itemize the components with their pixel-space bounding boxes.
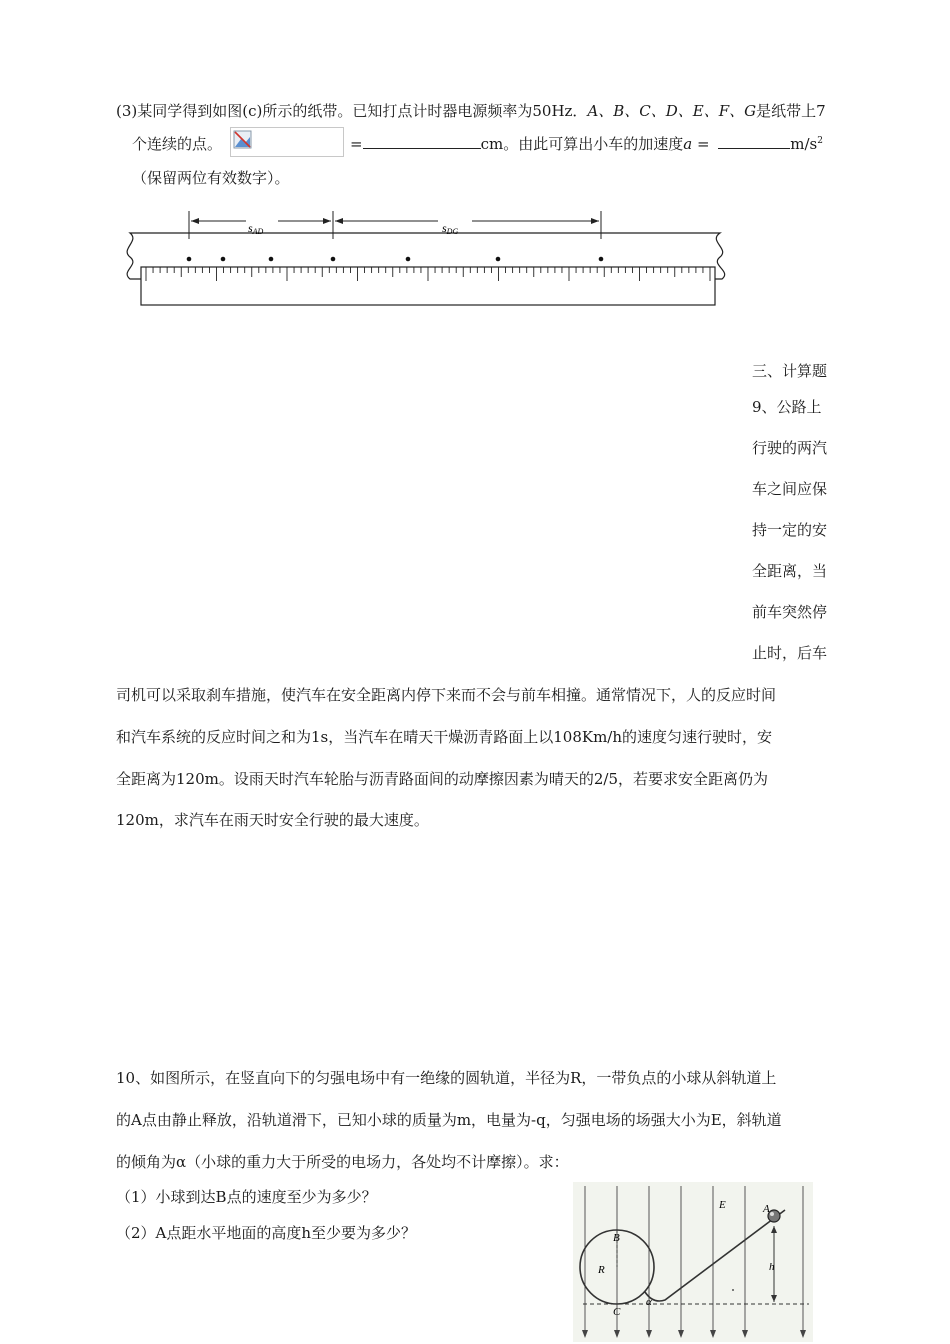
figure-c-tape-ruler bbox=[118, 205, 758, 315]
field-arrowhead bbox=[710, 1330, 716, 1338]
answer-blank-acceleration[interactable] bbox=[718, 148, 790, 149]
field-arrowhead bbox=[742, 1330, 748, 1338]
q9-line-3: 全距离为120m。设雨天时汽车轮胎与沥青路面间的动摩擦因素为晴天的2/5，若要求安全距离仍为 bbox=[116, 770, 768, 788]
label-a: A bbox=[763, 1203, 770, 1215]
q10-sub-1: （1）小球到达B点的速度至少为多少？ bbox=[116, 1188, 377, 1206]
label-c: C bbox=[613, 1306, 621, 1318]
tape-point-c bbox=[269, 257, 274, 262]
label-s-dg: sDG bbox=[442, 221, 459, 236]
q9-side-line-5: 全距离，当 bbox=[752, 562, 828, 580]
q3-points: A、B、C、D、E、F、G bbox=[587, 102, 757, 120]
q10-line-2: 的A点由静止释放，沿轨道滑下，已知小球的质量为m，电量为-q，匀强电场的场强大小为E，斜轨道 bbox=[116, 1111, 782, 1129]
q9-side-line-1: 9、公路上 bbox=[752, 398, 822, 416]
tape-point-g bbox=[599, 257, 604, 262]
label-alpha: α bbox=[646, 1296, 652, 1308]
label-s-ad: sAD bbox=[248, 221, 264, 236]
incline-track bbox=[645, 1210, 785, 1301]
q9-line-2: 和汽车系统的反应时间之和为1s，当汽车在晴天干燥沥青路面上以108Km/h的速度匀速行驶时，安 bbox=[116, 728, 773, 746]
q9-line-1: 司机可以采取刹车措施，使汽车在安全距离内停下来而不会与前车相撞。通常情况下，人的反应时间 bbox=[116, 686, 777, 704]
q3-line1 bbox=[116, 100, 826, 121]
q3-accel-eq: = bbox=[692, 135, 715, 153]
q10-line-1: 10、如图所示，在竖直向下的匀强电场中有一绝缘的圆轨道，半径为R，一带负点的小球从斜轨道上 bbox=[116, 1069, 777, 1087]
field-arrowhead bbox=[614, 1330, 620, 1338]
tape-point-f bbox=[496, 257, 501, 262]
answer-blank-distance[interactable] bbox=[363, 148, 481, 149]
field-arrowhead bbox=[646, 1330, 652, 1338]
field-arrowhead bbox=[678, 1330, 684, 1338]
tape-point-b bbox=[221, 257, 226, 262]
label-b: B bbox=[613, 1232, 620, 1244]
tape-point-d bbox=[331, 257, 336, 262]
tape-point-a bbox=[187, 257, 192, 262]
q3-line1-text: (3)某同学得到如图(c)所示的纸带。已知打点计时器电源频率为50Hz． bbox=[116, 102, 588, 120]
q3-equals: = bbox=[350, 135, 363, 153]
q3-line1-end: 是纸带上7 bbox=[756, 102, 826, 120]
label-e: E bbox=[719, 1199, 726, 1211]
field-arrowhead bbox=[800, 1330, 806, 1338]
q9-side-line-6: 前车突然停 bbox=[752, 603, 828, 621]
q3-line2-start: 个连续的点。 bbox=[132, 135, 223, 153]
label-h: h bbox=[769, 1261, 775, 1273]
q3-unit-sup: 2 bbox=[817, 136, 823, 146]
q3-line3: （保留两位有效数字）。 bbox=[132, 169, 290, 187]
ball-a bbox=[768, 1210, 780, 1222]
q10-sub-2: （2）A点距水平地面的高度h至少要为多少？ bbox=[116, 1224, 417, 1242]
q10-line-3: 的倾角为α（小球的重力大于所受的电场力，各处均不计摩擦）。求： bbox=[116, 1153, 569, 1171]
q9-side-line-3: 车之间应保 bbox=[752, 480, 828, 498]
q9-side-line-4: 持一定的安 bbox=[752, 521, 828, 539]
field-arrowhead bbox=[582, 1330, 588, 1338]
q9-side-line-2: 行驶的两汽 bbox=[752, 439, 828, 457]
figure-q10-loop-track bbox=[573, 1182, 813, 1342]
tape-point-e bbox=[406, 257, 411, 262]
q3-unit-ms: m/s bbox=[790, 135, 818, 153]
q9-line-4: 120m，求汽车在雨天时安全行驶的最大速度。 bbox=[116, 811, 429, 829]
q3-unit-cm: cm。由此可算出小车的加速度 bbox=[480, 135, 684, 153]
q3-accel-symbol: a bbox=[683, 135, 693, 153]
broken-image-placeholder bbox=[230, 127, 344, 157]
broken-image-icon bbox=[233, 130, 253, 150]
label-r: R bbox=[598, 1264, 605, 1276]
q9-side-line-7: 止时，后车 bbox=[752, 644, 828, 662]
q3-answer-line bbox=[350, 133, 823, 154]
section-title: 三、计算题 bbox=[752, 362, 828, 380]
